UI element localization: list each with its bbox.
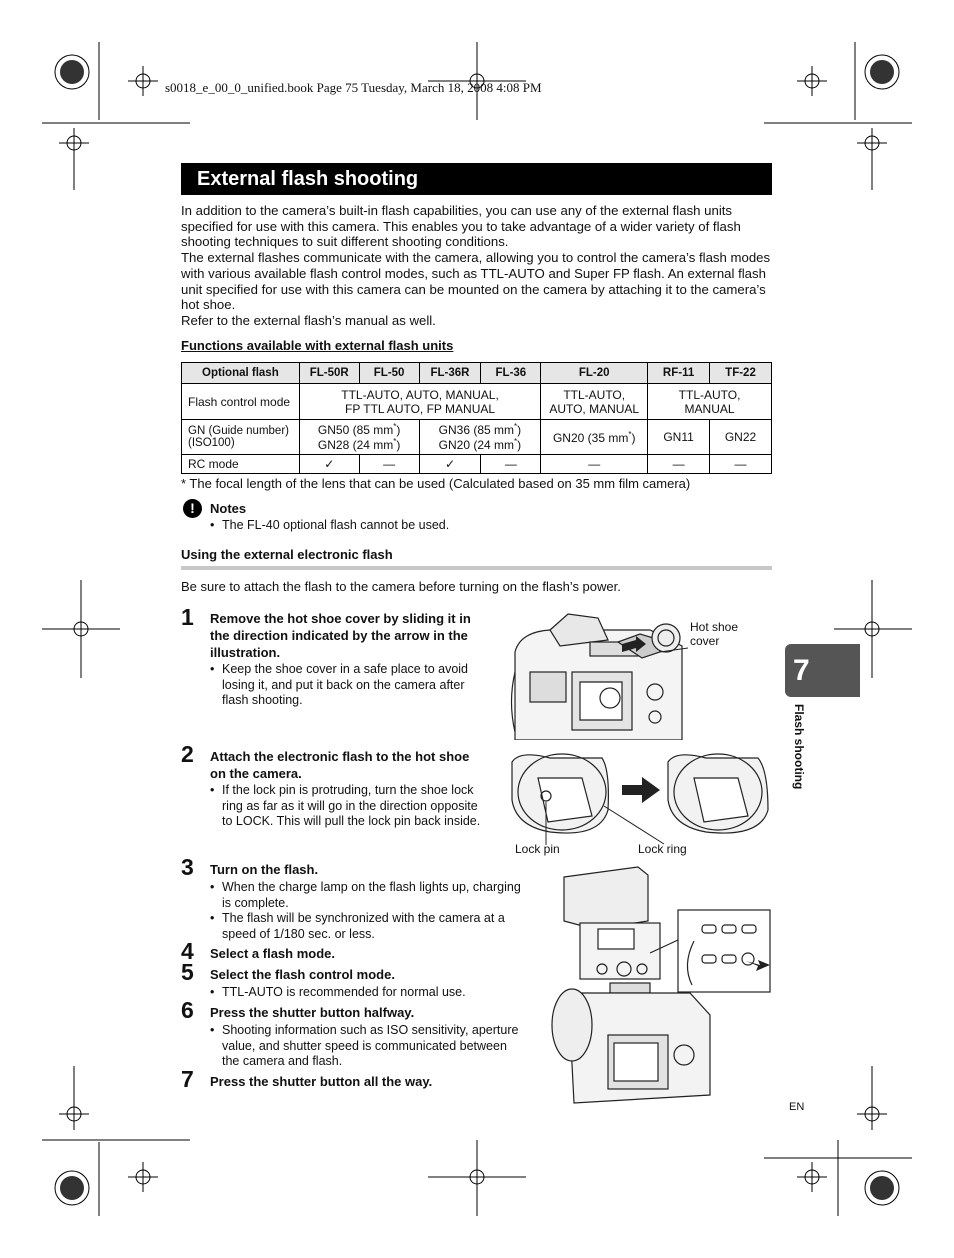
step-number: 3: [181, 854, 194, 880]
step-title: Select the flash control mode.: [210, 967, 395, 982]
step-bullet-text: [222, 880, 550, 911]
bullet-dot-icon: •: [210, 911, 215, 925]
bullet-line: Keep the shoe cover in a safe place to avoid: [222, 662, 468, 676]
table-header-row: [182, 363, 772, 384]
caption-line: Hot shoe: [690, 620, 739, 634]
step-title-line: illustration.: [210, 645, 281, 660]
cell-line: (ISO100): [188, 437, 235, 449]
bullet-line: ring as far as it will go in the direction opposite: [222, 798, 478, 813]
table-cell: GN11: [648, 420, 710, 455]
step-title: Press the shutter button halfway.: [210, 1005, 415, 1020]
table-cell: [541, 384, 648, 420]
table-cell: —: [541, 455, 648, 474]
bullet-dot-icon: •: [210, 1023, 215, 1037]
hot-shoe-cover-caption: [690, 620, 738, 648]
cell-line: ): [517, 438, 522, 452]
cell-line: GN20 (35 mm: [552, 430, 629, 445]
column-header: FL-36R: [419, 363, 481, 384]
bullet-dot-icon: •: [210, 880, 215, 894]
step-number: 7: [181, 1066, 194, 1092]
column-header: FL-36: [481, 363, 541, 384]
row-label: [182, 420, 300, 455]
cell-line: MANUAL: [684, 401, 735, 416]
table-cell: —: [710, 455, 772, 474]
caption-line: cover: [690, 634, 720, 648]
step-title-line: Remove the hot shoe cover by sliding it in: [210, 611, 471, 626]
bullet-line: flash shooting.: [222, 693, 303, 707]
step-title-line: on the camera.: [210, 766, 302, 781]
divider: [181, 566, 772, 570]
flash-functions-table: [181, 362, 772, 474]
bullet-line: to LOCK. This will pull the lock pin back inside.: [222, 814, 481, 828]
cell-line: ): [631, 430, 636, 445]
asterisk: *: [393, 437, 397, 446]
bullet-line: speed of 1/180 sec. or less.: [222, 926, 375, 941]
cell-line: ): [396, 438, 401, 452]
asterisk: *: [393, 422, 397, 431]
step-title: Press the shutter button all the way.: [210, 1074, 433, 1089]
step-bullet-text: [222, 662, 510, 709]
cell-line: TTL-AUTO,: [678, 387, 741, 402]
step-title: Turn on the flash.: [210, 862, 319, 877]
table-cell: ✓: [299, 455, 359, 474]
table-cell: —: [481, 455, 541, 474]
step-bullet: [210, 783, 510, 830]
step-title: Select a flash mode.: [210, 946, 335, 961]
using-heading: Using the external electronic flash: [181, 547, 393, 562]
step-bullet-text: [222, 1023, 550, 1070]
cell-line: GN28 (24 mm: [317, 438, 394, 452]
section-title: External flash shooting: [181, 163, 772, 195]
step-number: 2: [181, 741, 194, 767]
bullet-line: Shooting information such as ISO sensitivity, aperture: [222, 1023, 519, 1037]
bullet-line: losing it, and put it back on the camera after: [222, 677, 465, 692]
row-label: Flash control mode: [182, 384, 300, 420]
intro-paragraph: The external flashes communicate with the camera, allowing you to control the camera’s flash modes with various available flash control modes, such as TTL-AUTO and Super FP flash. An external flash unit specified for use with this camera can be mounted on the camera by attaching it to the camera’s hot shoe.: [181, 250, 771, 313]
column-header: TF-22: [710, 363, 772, 384]
step-number: 1: [181, 604, 194, 630]
step-number: 4: [181, 938, 194, 964]
table-row: [182, 420, 772, 455]
hot-shoe-camera-illustration: [510, 612, 690, 740]
intro-paragraph: In addition to the camera’s built-in flash capabilities, you can use any of the external flash units specified for use with this camera. This enables you to take advantage of a wider variety of flash shooting techniques to suit different shooting conditions.: [181, 203, 741, 250]
exclamation-icon: !: [183, 499, 202, 518]
table-cell: [299, 384, 541, 420]
table-cell: —: [359, 455, 419, 474]
lock-ring-caption: Lock ring: [638, 842, 687, 856]
chapter-tab: 7: [785, 644, 860, 697]
cell-line: FP TTL AUTO, FP MANUAL: [345, 401, 496, 416]
language-code: EN: [789, 1101, 805, 1113]
column-header: FL-20: [541, 363, 648, 384]
column-header: RF-11: [648, 363, 710, 384]
book-header-line: s0018_e_00_0_unified.book Page 75 Tuesday, March 18, 2008 4:08 PM: [165, 80, 542, 95]
step-bullet-text: [222, 783, 510, 830]
step-title-line: Attach the electronic flash to the hot shoe: [210, 749, 470, 764]
chapter-label: Flash shooting: [792, 704, 806, 790]
bullet-line: the camera and flash.: [222, 1054, 343, 1068]
notes-title: Notes: [210, 501, 247, 516]
cell-line: GN36 (85 mm: [438, 423, 515, 437]
functions-heading: Functions available with external flash units: [181, 338, 454, 353]
cell-line: ): [517, 423, 522, 437]
asterisk: *: [628, 429, 632, 439]
step-bullet-text: TTL-AUTO is recommended for normal use.: [222, 985, 466, 999]
cell-line: GN50 (85 mm: [317, 423, 394, 437]
before-instruction: Be sure to attach the flash to the camera before turning on the flash’s power.: [181, 579, 621, 594]
bullet-line: is complete.: [222, 895, 289, 910]
column-header: Optional flash: [182, 363, 300, 384]
bullet-line: value, and shutter speed is communicated between: [222, 1038, 507, 1053]
notes-item-text: The FL-40 optional flash cannot be used.: [222, 518, 450, 532]
bullet-line: The flash will be synchronized with the camera at a: [222, 911, 505, 925]
table-cell: [419, 420, 541, 455]
step-bullet: [210, 1023, 550, 1070]
bullet-dot-icon: •: [210, 985, 215, 999]
table-cell: [648, 384, 772, 420]
step-bullet: [210, 911, 550, 942]
step-number: 6: [181, 997, 194, 1023]
cell-line: TTL-AUTO,: [563, 387, 626, 402]
cell-line: ): [396, 423, 401, 437]
table-row: [182, 455, 772, 474]
cell-line: TTL-AUTO, AUTO, MANUAL,: [341, 387, 499, 402]
cell-line: AUTO, MANUAL: [549, 401, 640, 416]
hot-shoe-lock-illustration: [510, 750, 772, 845]
intro-text: [181, 203, 773, 329]
cell-line: GN20 (24 mm: [438, 438, 515, 452]
step-title: [210, 748, 510, 782]
table-row: [182, 384, 772, 420]
column-header: FL-50: [359, 363, 419, 384]
step-bullet: [210, 662, 510, 709]
row-label: RC mode: [182, 455, 300, 474]
step-number: 5: [181, 959, 194, 985]
step-bullet: [210, 880, 550, 911]
bullet-line: If the lock pin is protruding, turn the shoe lock: [222, 783, 474, 797]
bullet-line: When the charge lamp on the flash lights up, charging: [222, 880, 521, 894]
step-bullet: [210, 985, 550, 1001]
asterisk: *: [514, 422, 518, 431]
asterisk: *: [514, 437, 518, 446]
table-cell: —: [648, 455, 710, 474]
bullet-dot-icon: •: [210, 662, 215, 676]
table-footnote: * The focal length of the lens that can be used (Calculated based on 35 mm film camera): [181, 476, 691, 491]
intro-paragraph: Refer to the external flash’s manual as well.: [181, 312, 436, 328]
lock-pin-caption: Lock pin: [515, 842, 560, 856]
bullet-dot-icon: •: [210, 518, 215, 532]
cell-line: GN (Guide number): [188, 425, 289, 437]
notes-item: [210, 518, 610, 534]
table-cell: GN22: [710, 420, 772, 455]
table-cell: [541, 420, 648, 455]
step-bullet-text: [222, 911, 550, 942]
table-cell: [299, 420, 419, 455]
step-title-line: the direction indicated by the arrow in the: [210, 628, 468, 643]
camera-with-flash-illustration: [550, 865, 772, 1105]
step-title: [210, 610, 510, 661]
table-cell: ✓: [419, 455, 481, 474]
bullet-dot-icon: •: [210, 783, 215, 797]
column-header: FL-50R: [299, 363, 359, 384]
